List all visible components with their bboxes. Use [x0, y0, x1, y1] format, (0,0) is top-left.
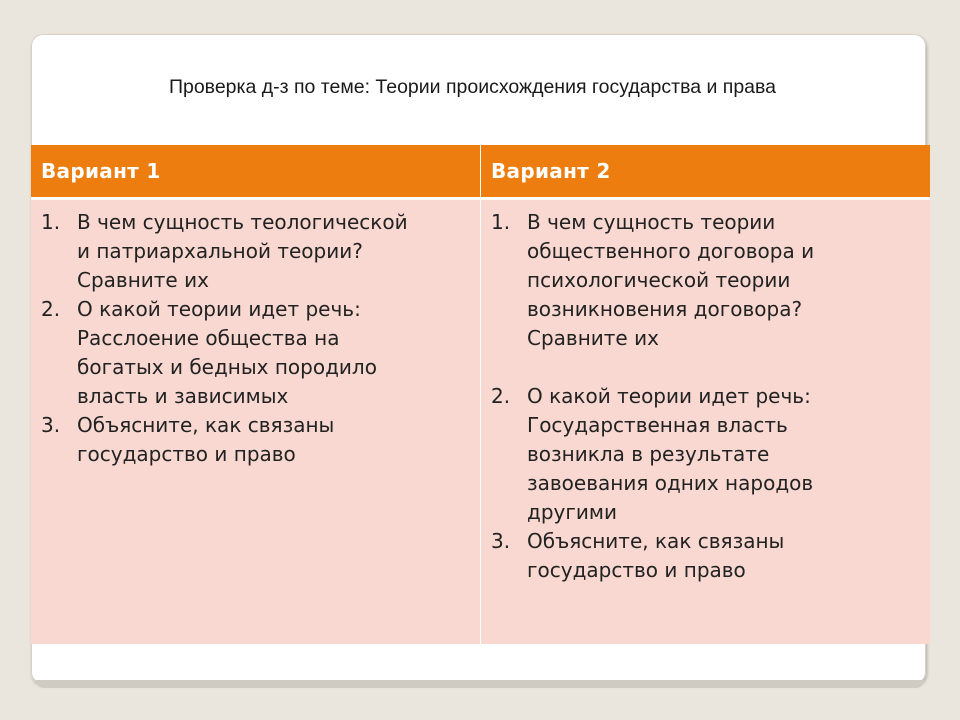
list-item [491, 382, 918, 527]
list-item-text: Объясните, как связаны государство и право [77, 413, 335, 466]
variant-2-cell [481, 199, 931, 645]
list-item [491, 527, 918, 585]
list-item-text: В чем сущность теории общественного договора и психологической теории возникновения договора? Сравните их [527, 210, 815, 350]
header-variant-2: Вариант 2 [481, 145, 931, 199]
header-variant-1: Вариант 1 [31, 145, 481, 199]
list-item-number: 1. [41, 210, 61, 234]
variants-table [31, 145, 930, 644]
list-item-number: 3. [491, 529, 511, 553]
list-item-text: О какой теории идет речь: Расслоение общества на богатых и бедных породило власть и зависимых [77, 297, 377, 408]
variant-1-cell [31, 199, 481, 645]
list-item [41, 295, 468, 411]
list-item [491, 208, 918, 353]
list-item-text: О какой теории идет речь: Государственная власть возникла в результате завоевания одних народов другими [527, 384, 814, 524]
list-item-text: Объясните, как связаны государство и право [527, 529, 785, 582]
list-item-number: 1. [491, 210, 511, 234]
slide-card-shadow [36, 680, 924, 688]
list-item-number: 3. [41, 413, 61, 437]
list-item-number: 2. [41, 297, 61, 321]
variant-1-question-list [41, 208, 468, 469]
variant-2-question-list [491, 208, 918, 585]
list-item [41, 208, 468, 295]
list-item [41, 411, 468, 469]
table-header-row [31, 145, 930, 199]
list-item-text: В чем сущность теологической и патриархальной теории? Сравните их [77, 210, 408, 292]
list-item-number: 2. [491, 384, 511, 408]
table-row [31, 199, 930, 645]
slide-title: Проверка д-з по теме: Теории происхождения государства и права [168, 76, 777, 98]
